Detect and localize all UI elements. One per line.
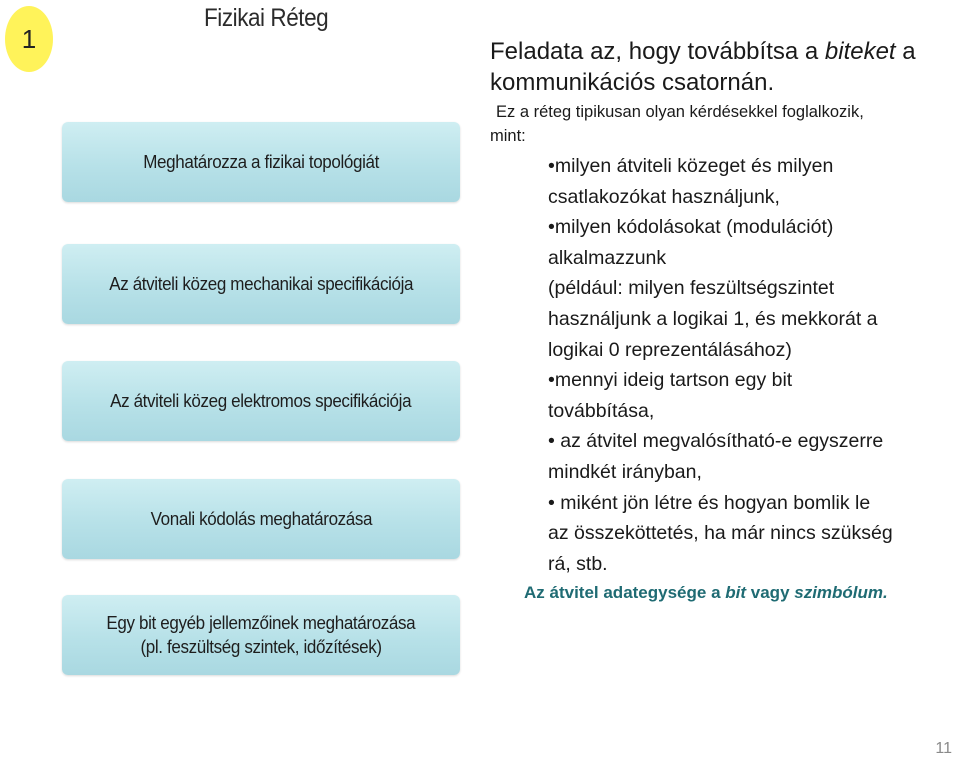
lead-text-part: Feladata az, hogy továbbítsa a (490, 38, 825, 65)
list-item (548, 365, 955, 426)
list-item (548, 488, 955, 580)
list-item-line: továbbítása, (548, 399, 655, 422)
list-item-line: •milyen átviteli közeget és milyen (548, 155, 834, 177)
summary-text (524, 581, 955, 605)
summary-emphasis: bit (725, 583, 747, 603)
slide-number: 1 (21, 23, 37, 54)
list-item-line: az összeköttetés, ha már nincs szükség (548, 522, 893, 545)
page-number: 11 (935, 740, 952, 757)
list-item-line: alkalmazzunk (548, 246, 667, 269)
feature-box-label: Meghatározza a fizikai topológiát (143, 151, 379, 172)
list-item-line: • az átvitel megvalósítható-e egyszerre (548, 430, 884, 453)
slide-title: Fizikai Réteg (204, 4, 329, 32)
intro-text (490, 100, 955, 148)
list-item (548, 426, 955, 487)
lead-text-part: a kommunikációs csatornán. (490, 38, 916, 96)
list-item-line: (például: milyen feszültségszintet (548, 277, 835, 300)
list-item-line: mindkét irányban, (548, 460, 702, 483)
lead-text (490, 36, 955, 98)
question-list (490, 151, 955, 579)
feature-box-label: Vonali kódolás meghatározása (150, 508, 372, 529)
intro-line: mint: (490, 127, 526, 145)
list-item-line: • miként jön létre és hogyan bomlik le (548, 491, 871, 514)
feature-box-label: Az átviteli közeg mechanikai specifikációja (109, 273, 413, 294)
feature-box-label: Az átviteli közeg elektromos specifikációja (110, 390, 412, 411)
feature-box-label-secondary: (pl. feszültség szintek, időzítések) (140, 636, 382, 657)
summary-part: vagy (746, 583, 795, 603)
lead-text-emphasis: biteket (824, 38, 896, 65)
feature-box-mechanical (62, 244, 460, 324)
feature-box-label: Egy bit egyéb jellemzőinek meghatározása (106, 612, 416, 633)
description-panel (490, 36, 955, 605)
summary-emphasis: szimbólum. (794, 583, 888, 603)
list-item-line: használjunk a logikai 1, és mekkorát a (548, 307, 878, 330)
list-item-line: rá, stb. (548, 552, 608, 575)
slide-number-badge (5, 6, 53, 72)
summary-part: Az átvitel adategysége a (524, 583, 726, 603)
feature-box-electrical (62, 361, 460, 441)
feature-box-bit-characteristics (62, 595, 460, 675)
feature-box-topology (62, 122, 460, 202)
list-item (548, 151, 955, 212)
intro-line: Ez a réteg tipikusan olyan kérdésekkel foglalkozik, (496, 103, 864, 121)
list-item-line: •mennyi ideig tartson egy bit (548, 369, 793, 392)
list-item-line: csatlakozókat használjunk, (548, 185, 780, 208)
feature-box-line-coding (62, 479, 460, 559)
list-item-line: •milyen kódolásokat (modulációt) (548, 216, 834, 239)
list-item (548, 212, 955, 365)
list-item-line: logikai 0 reprezentálásához) (548, 338, 792, 361)
